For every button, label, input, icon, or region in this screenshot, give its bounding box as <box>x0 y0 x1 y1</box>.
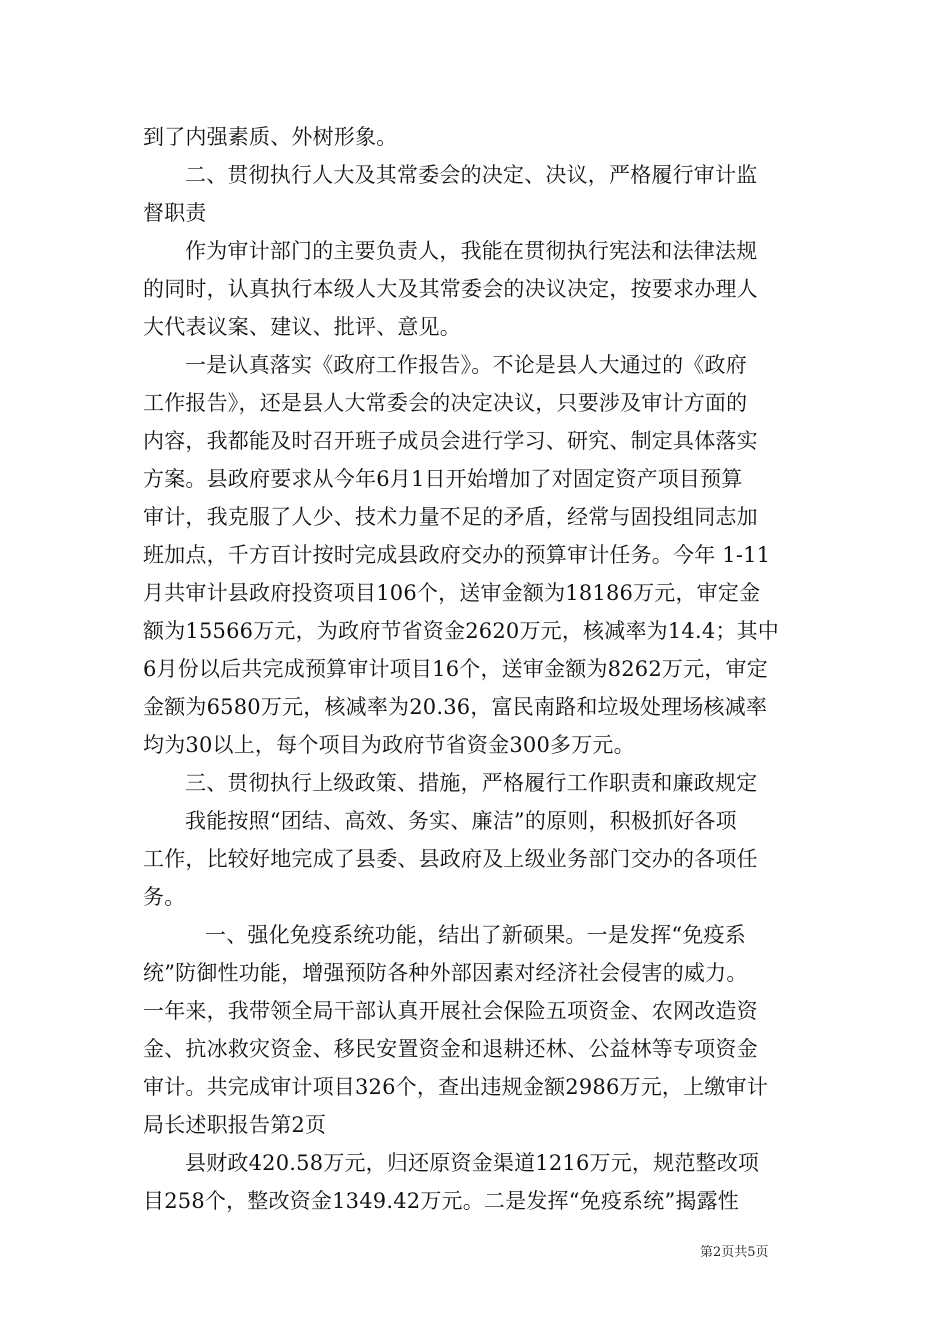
section-heading-cont: 督职责 <box>143 201 207 225</box>
text-line: 一是认真落实《政府工作报告》。不论是县人大通过的《政府 <box>185 353 747 377</box>
text-line: 6月份以后共完成预算审计项目16个，送审金额为8262万元，审定 <box>143 657 768 681</box>
text-line: 务。 <box>143 885 186 909</box>
page-number: 第2页共5页 <box>700 1245 769 1260</box>
text-line: 局长述职报告第2页 <box>143 1113 327 1137</box>
text-line: 我能按照“团结、高效、务实、廉洁”的原则，积极抓好各项 <box>185 809 737 833</box>
text-line: 工作，比较好地完成了县委、县政府及上级业务部门交办的各项任 <box>143 847 758 871</box>
text-line: 方案。县政府要求从今年6月1日开始增加了对固定资产项目预算 <box>143 467 743 491</box>
text-line: 县财政420.58万元，归还原资金渠道1216万元，规范整改项 <box>185 1151 760 1175</box>
text-line: 一、强化免疫系统功能，结出了新硕果。一是发挥“免疫系 <box>205 923 746 947</box>
text-line: 金额为6580万元，核减率为20.36，富民南路和垃圾处理场核减率 <box>143 695 768 719</box>
text-line: 的同时，认真执行本级人大及其常委会的决议决定，按要求办理人 <box>143 277 758 301</box>
text-line: 额为15566万元，为政府节省资金2620万元，核减率为14.4；其中 <box>143 619 780 643</box>
text-line: 审计。共完成审计项目326个，查出违规金额2986万元，上缴审计 <box>143 1075 768 1099</box>
text-line: 工作报告》，还是县人大常委会的决定决议，只要涉及审计方面的 <box>143 391 748 415</box>
section-heading: 三、贯彻执行上级政策、措施，严格履行工作职责和廉政规定 <box>185 771 758 795</box>
text-line: 大代表议案、建议、批评、意见。 <box>143 315 461 339</box>
text-line: 到了内强素质、外树形象。 <box>143 125 398 149</box>
document-body <box>143 118 808 1220</box>
text-line: 均为30以上，每个项目为政府节省资金300多万元。 <box>143 733 635 757</box>
section-heading: 二、贯彻执行人大及其常委会的决定、决议，严格履行审计监 <box>185 163 758 187</box>
text-line: 班加点，千方百计按时完成县政府交办的预算审计任务。今年 1-11 <box>143 543 771 567</box>
text-line: 作为审计部门的主要负责人，我能在贯彻执行宪法和法律法规 <box>185 239 758 263</box>
text-line: 统”防御性功能，增强预防各种外部因素对经济社会侵害的威力。 <box>143 961 748 985</box>
text-line: 内容，我都能及时召开班子成员会进行学习、研究、制定具体落实 <box>143 429 758 453</box>
text-line: 金、抗冰救灾资金、移民安置资金和退耕还林、公益林等专项资金 <box>143 1037 758 1061</box>
text-line: 审计，我克服了人少、技术力量不足的矛盾，经常与固投组同志加 <box>143 505 758 529</box>
text-line: 月共审计县政府投资项目106个，送审金额为18186万元，审定金 <box>143 581 761 605</box>
text-line: 目258个，整改资金1349.42万元。二是发挥“免疫系统”揭露性 <box>143 1189 739 1213</box>
text-line: 一年来，我带领全局干部认真开展社会保险五项资金、农网改造资 <box>143 999 758 1023</box>
